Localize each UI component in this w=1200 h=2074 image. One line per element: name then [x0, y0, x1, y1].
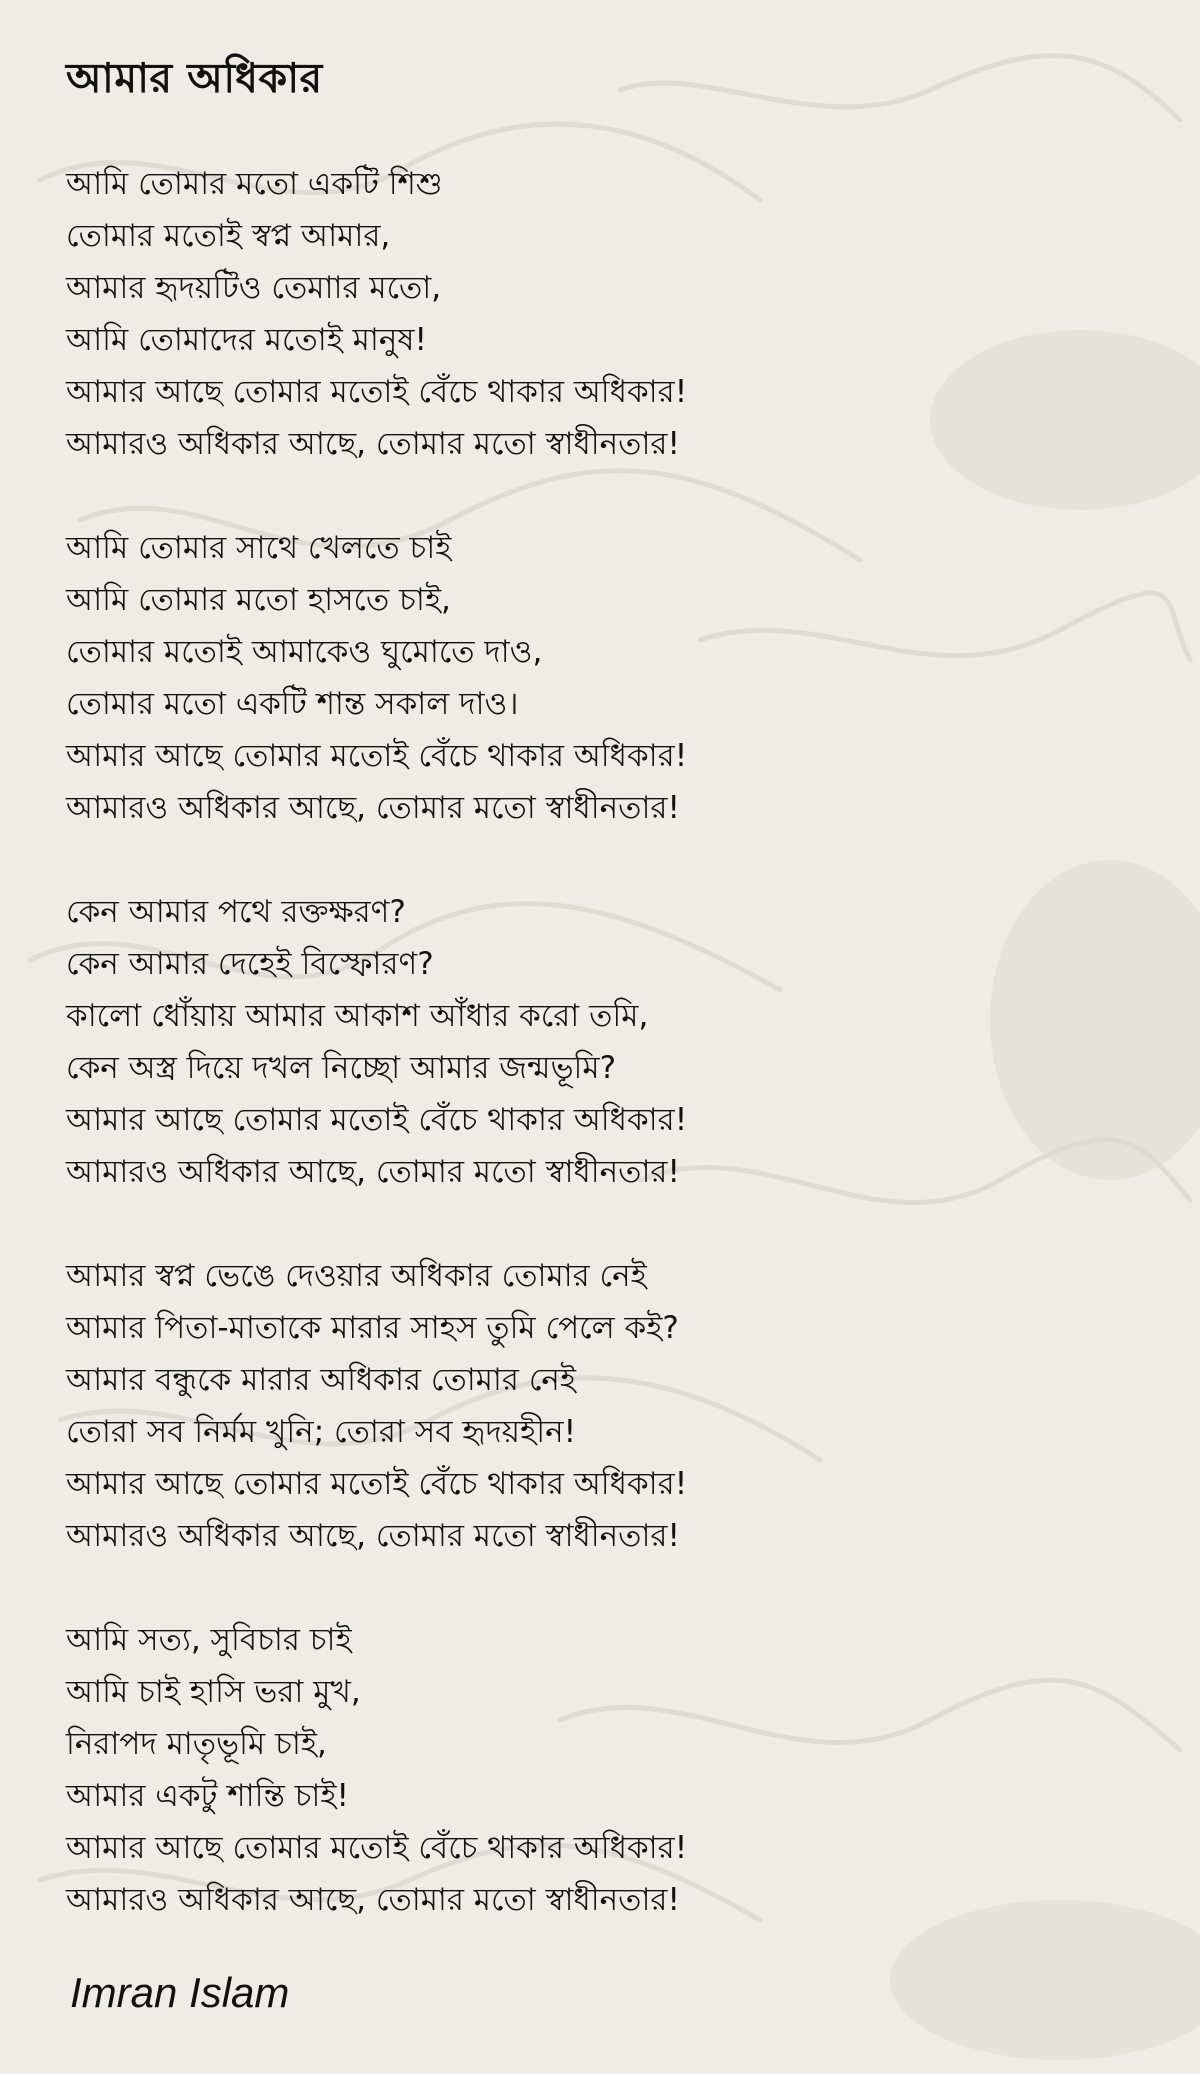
poem-line: তোরা সব নির্মম খুনি; তোরা সব হৃদয়হীন! [66, 1414, 577, 1450]
poem-title: আমার অধিকার [66, 54, 323, 102]
poem-line: আমারও অধিকার আছে, তোমার মতো স্বাধীনতার! [66, 1518, 680, 1554]
poem-line: আমি তোমাদের মতোই মানুষ! [66, 322, 427, 358]
poem-author: Imran Islam [70, 1969, 290, 2016]
poem-line: কালো ধোঁয়ায় আমার আকাশ আঁধার করো তমি, [66, 998, 649, 1034]
poem-line: কেন অস্ত্র দিয়ে দখল নিচ্ছো আমার জন্মভূমি? [66, 1050, 617, 1086]
stanza-3 [66, 886, 1146, 1198]
poem-line: আমারও অধিকার আছে, তোমার মতো স্বাধীনতার! [66, 790, 680, 826]
poem-line: আমারও অধিকার আছে, তোমার মতো স্বাধীনতার! [66, 426, 680, 462]
poem-line: আমার আছে তোমার মতোই বেঁচে থাকার অধিকার! [66, 1102, 688, 1138]
poem-line: আমার একটু শান্তি চাই! [66, 1778, 349, 1814]
poem-line: আমি তোমার মতো হাসতে চাই, [66, 582, 451, 618]
poem-line: আমার আছে তোমার মতোই বেঁচে থাকার অধিকার! [66, 1830, 688, 1866]
poem-line: তোমার মতো একটি শান্ত সকাল দাও। [66, 686, 519, 722]
poem-line: আমি সত্য, সুবিচার চাই [66, 1622, 352, 1658]
poem-line: আমি চাই হাসি ভরা মুখ, [66, 1674, 361, 1710]
poem-line: আমারও অধিকার আছে, তোমার মতো স্বাধীনতার! [66, 1882, 680, 1918]
poem-line: তোমার মতোই আমাকেও ঘুমোতে দাও, [66, 634, 543, 670]
poem-line: আমার আছে তোমার মতোই বেঁচে থাকার অধিকার! [66, 1466, 688, 1502]
poem-line: কেন আমার পথে রক্তক্ষরণ? [66, 894, 406, 930]
poem-line: আমার পিতা-মাতাকে মারার সাহস তুমি পেলে কই? [66, 1310, 679, 1346]
poem-line: আমার স্বপ্ন ভেঙে দেওয়ার অধিকার তোমার নেই [66, 1258, 647, 1294]
poem-container [66, 50, 1146, 1978]
poem-line: তোমার মতোই স্বপ্ন আমার, [66, 218, 391, 254]
poem-line: আমার হৃদয়টিও তেমাার মতো, [66, 270, 442, 306]
stanza-2 [66, 522, 1146, 834]
poem-line: কেন আমার দেহেই বিস্ফোরণ? [66, 946, 434, 982]
poem-line: আমার আছে তোমার মতোই বেঁচে থাকার অধিকার! [66, 374, 688, 410]
poem-line: আমারও অধিকার আছে, তোমার মতো স্বাধীনতার! [66, 1154, 680, 1190]
stanza-4 [66, 1250, 1146, 1562]
stanza-1 [66, 158, 1146, 470]
poem-line: আমি তোমার সাথে খেলতে চাই [66, 530, 452, 566]
poem-line: আমার বন্ধুকে মারার অধিকার তোমার নেই [66, 1362, 577, 1398]
stanza-5 [66, 1614, 1146, 1926]
poem-line: নিরাপদ মাতৃভূমি চাই, [66, 1726, 327, 1762]
poem-line: আমার আছে তোমার মতোই বেঁচে থাকার অধিকার! [66, 738, 688, 774]
poem-line: আমি তোমার মতো একটি শিশু [66, 166, 443, 202]
